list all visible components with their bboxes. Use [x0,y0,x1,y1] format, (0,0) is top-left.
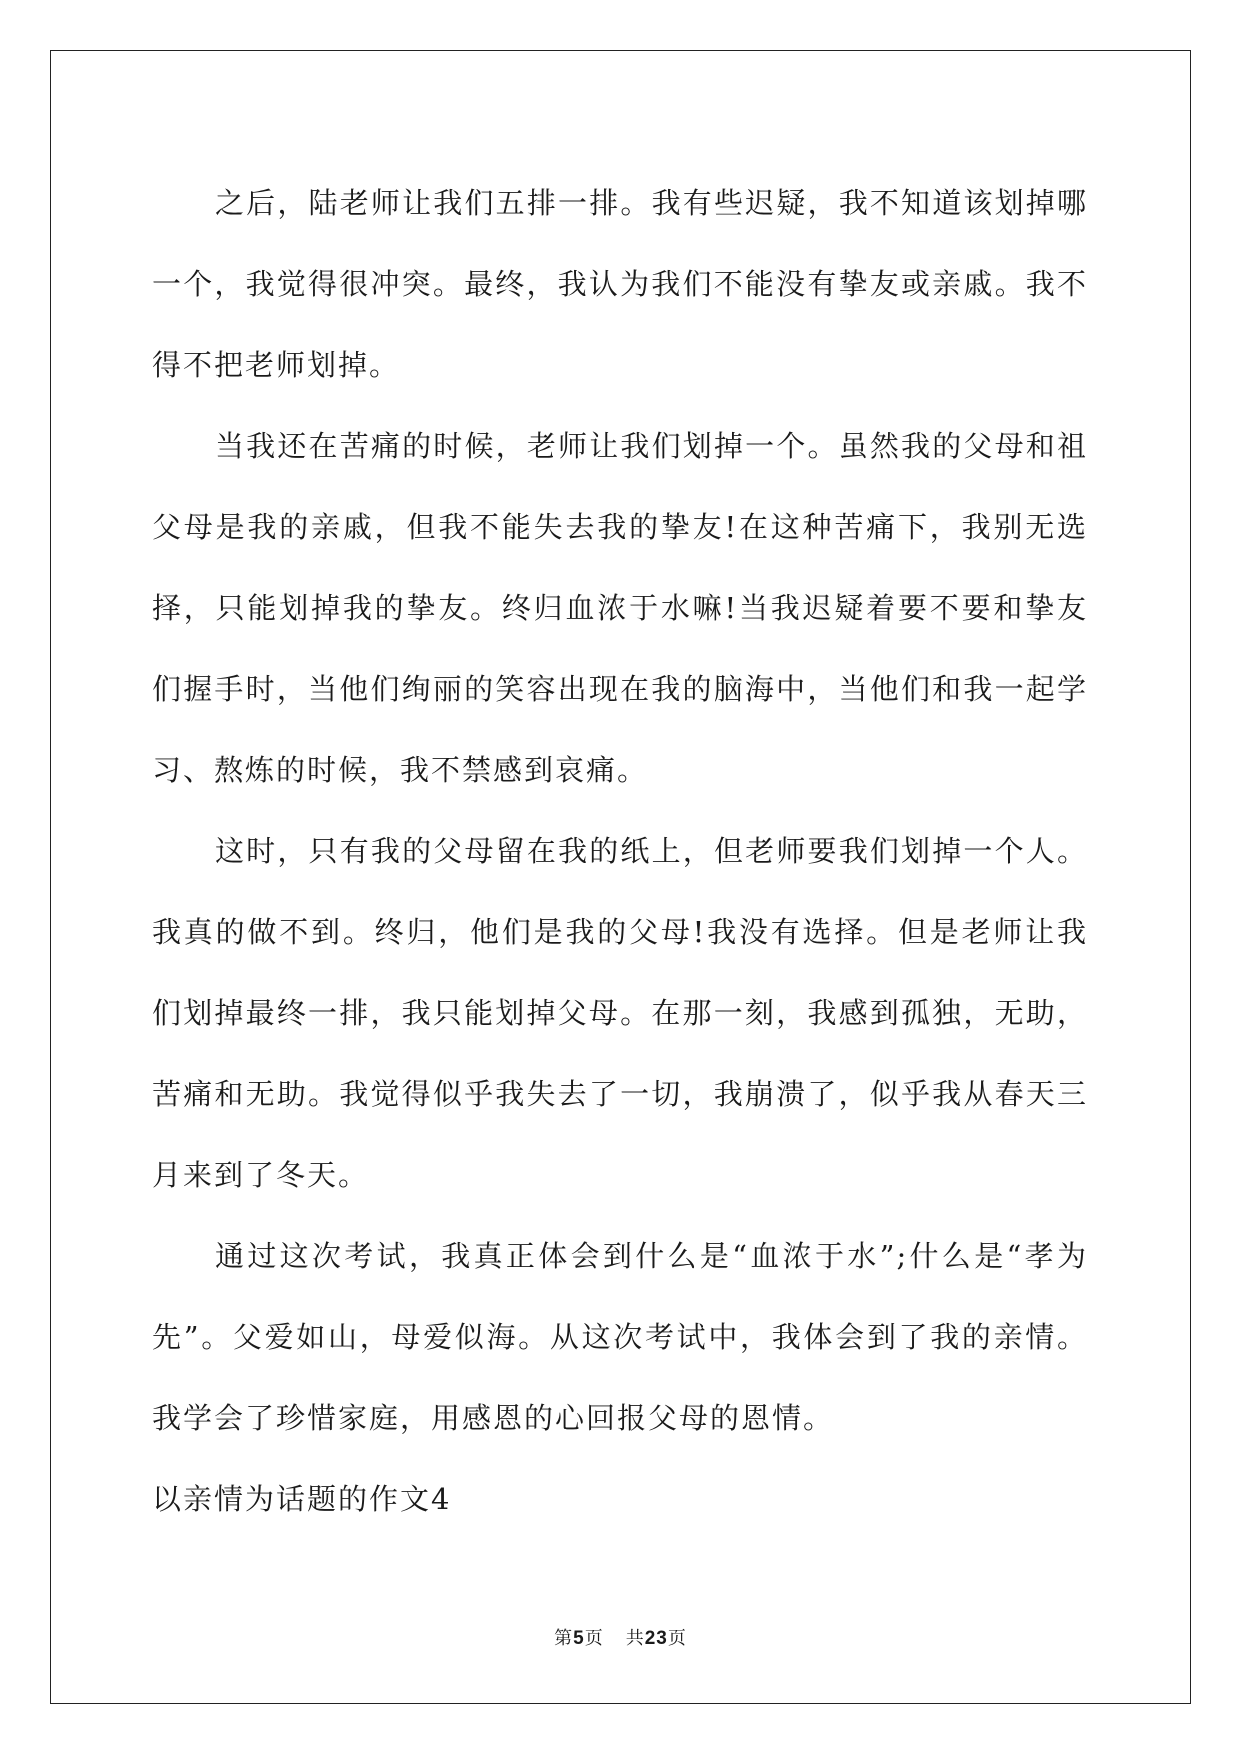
section-heading: 以亲情为话题的作文4 [152,1482,452,1516]
footer-total-suffix: 页 [667,1628,687,1649]
page-footer [0,1624,1241,1650]
paragraph-4: 通过这次考试，我真正体会到什么是“血浓于水”;什么是“孝为先”。父爱如山，母爱似海。从这次考试中，我体会到了我的亲情。我学会了珍惜家庭，用感恩的心回报父母的恩情。 [152,1239,1088,1435]
paragraph-1: 之后，陆老师让我们五排一排。我有些迟疑，我不知道该划掉哪一个，我觉得很冲突。最终，我认为我们不能没有挚友或亲戚。我不得不把老师划掉。 [152,186,1088,382]
document-body [152,163,1088,1540]
footer-total-pages: 23 [644,1628,668,1649]
footer-page-prefix: 第 [554,1628,574,1649]
footer-page-number: 5 [573,1628,585,1649]
footer-page-suffix: 页 [584,1628,604,1649]
footer-total-prefix: 共 [625,1628,645,1649]
paragraph-3: 这时，只有我的父母留在我的纸上，但老师要我们划掉一个人。我真的做不到。终归，他们是我的父母!我没有选择。但是老师让我们划掉最终一排，我只能划掉父母。在那一刻，我感到孤独，无助，苦痛和无助。我觉得似乎我失去了一切，我崩溃了，似乎我从春天三月来到了冬天。 [152,834,1088,1192]
paragraph-2: 当我还在苦痛的时候，老师让我们划掉一个。虽然我的父母和祖父母是我的亲戚，但我不能失去我的挚友!在这种苦痛下，我别无选择，只能划掉我的挚友。终归血浓于水嘛!当我迟疑着要不要和挚友们握手时，当他们绚丽的笑容出现在我的脑海中，当他们和我一起学习、熬炼的时候，我不禁感到哀痛。 [152,429,1088,787]
